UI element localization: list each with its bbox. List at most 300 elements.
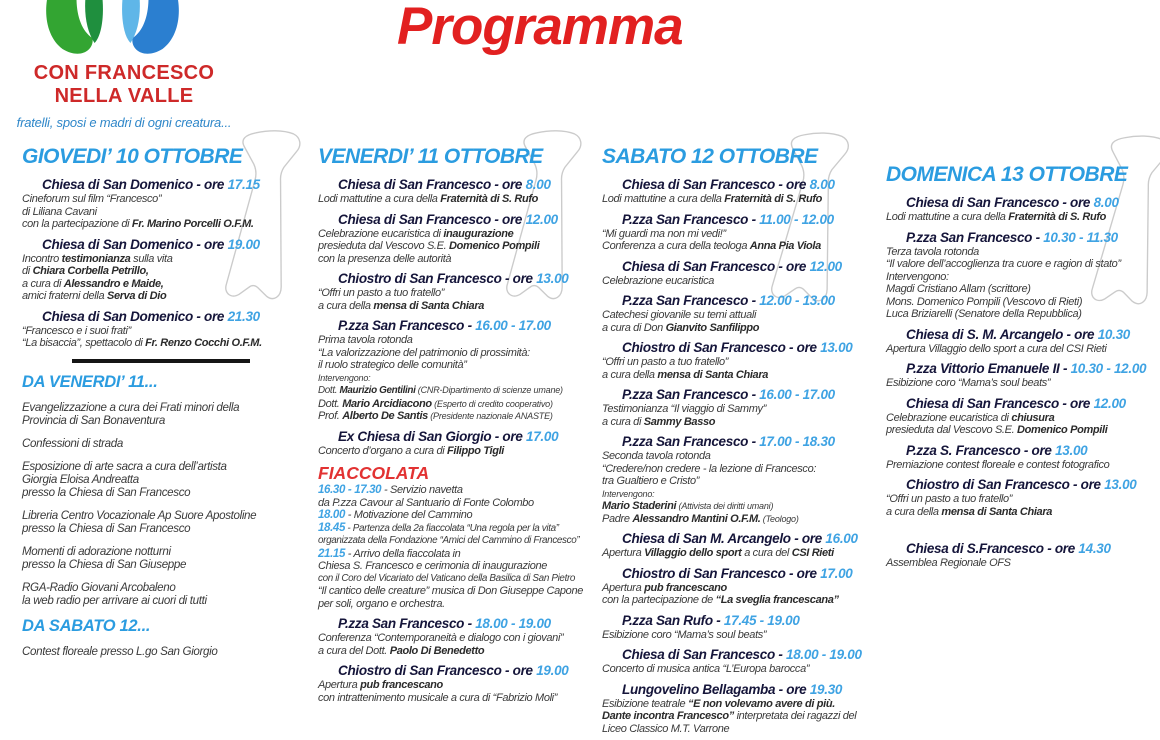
text-seg: Conferenza “Contemporaneità e dialogo con i giovani”: [318, 632, 564, 644]
info-line: presso la Chiesa di San Giuseppe: [22, 557, 187, 571]
event-time: 8.00: [809, 177, 835, 192]
event-line: [318, 253, 604, 266]
text-seg: “Francesco e i suoi frati”: [22, 324, 131, 337]
event-venue-name: Chiesa di San Francesco - ore: [906, 395, 1094, 411]
event-line: [602, 698, 884, 711]
event-line: [602, 356, 884, 369]
event-line: [886, 258, 1158, 271]
text-seg: “Il cantico delle creature” musica di Don Giuseppe Capone: [318, 585, 583, 597]
text-seg: Lodi mattutine a cura della: [318, 193, 441, 205]
text-seg: Apertura: [318, 679, 361, 691]
event-line: [602, 488, 884, 501]
bold-seg: pub francescano: [644, 581, 727, 594]
event-time: 12.00: [809, 258, 842, 274]
info-group: [22, 581, 314, 607]
event-venue: [42, 236, 314, 253]
event-line: [318, 384, 604, 398]
text-seg: tra Gualtiero e Cristo”: [602, 475, 700, 487]
day-column-3: [602, 145, 884, 740]
text-seg: Dott.: [318, 397, 343, 410]
text-seg: “La bisaccia”, spettacolo di: [22, 337, 146, 349]
text-seg: - Servizio navetta: [381, 484, 463, 496]
event-line: [602, 403, 884, 416]
logo-title-line1: CON FRANCESCO: [33, 62, 215, 84]
day-column-4: [886, 163, 1158, 575]
event-time: 10.30 - 12.00: [1070, 361, 1147, 376]
event: [602, 530, 884, 560]
info-line: presso la Chiesa di San Francesco: [22, 485, 191, 499]
event-line: [318, 535, 604, 548]
text-seg: amici fraterni della: [22, 290, 107, 302]
event-venue: [622, 258, 884, 275]
event: [602, 646, 884, 676]
text-seg: a cura di: [22, 277, 64, 290]
bold-seg: Alberto De Santis: [342, 410, 428, 422]
bold-seg: Chiara Corbella Petrillo,: [32, 265, 149, 277]
text-seg: Seconda tavola rotonda: [602, 450, 711, 462]
event-venue: [338, 211, 604, 228]
event-line: [318, 410, 604, 423]
event-line: [318, 372, 604, 385]
text-seg: Catechesi giovanile su temi attuali: [602, 309, 757, 321]
event-venue-name: Chiesa di San Francesco - ore: [622, 177, 810, 192]
event-venue: [906, 326, 1158, 343]
event-line: [318, 334, 604, 347]
text-seg: Luca Briziarelli (Senatore della Repubblica): [886, 308, 1082, 320]
event-line: [886, 296, 1158, 309]
event-venue-name: Chiostro di San Francesco - ore: [906, 477, 1105, 492]
event-time: 13.00: [820, 340, 853, 355]
text-seg: Apertura: [602, 547, 645, 559]
event: [886, 476, 1158, 518]
small-seg: (Attivista dei diritti umani): [676, 501, 774, 511]
side-section: [22, 617, 314, 658]
event: [318, 428, 604, 458]
event-venue: [906, 194, 1158, 211]
text-seg: a cura di Don: [602, 321, 666, 334]
divider: [72, 359, 250, 363]
text-seg: Premiazione contest floreale e contest fotografico: [886, 458, 1110, 471]
event-line: [886, 424, 1158, 437]
event-venue-name: P.zza Vittorio Emanuele II -: [906, 361, 1071, 376]
event-venue: [622, 565, 884, 582]
event-venue: [906, 540, 1158, 557]
event: [602, 176, 884, 206]
event-line: [318, 548, 604, 561]
event-venue-name: P.zza San Francesco -: [338, 616, 476, 631]
text-seg: il ruolo strategico delle comunità”: [318, 359, 467, 371]
event-line: [318, 573, 604, 586]
event: [886, 194, 1158, 224]
event-line: [886, 211, 1158, 224]
event-line: [22, 290, 314, 303]
event-venue: [42, 308, 314, 325]
small-seg: (Presidente nazionale ANASTE): [427, 411, 553, 421]
event-line: [602, 228, 884, 241]
event-line: [318, 484, 604, 497]
event-line: [318, 560, 604, 573]
event-time: 13.00: [1104, 477, 1137, 492]
event-venue: [622, 681, 884, 698]
event-time: 18.00 - 19.00: [786, 647, 862, 662]
day-column-2: [318, 145, 604, 709]
text-seg: Lodi mattutine a cura della: [602, 193, 725, 205]
event-time: 17.45 - 19.00: [723, 612, 800, 628]
text-seg: Apertura Villaggio dello sport a cura del CSI Rieti: [886, 342, 1107, 355]
event-line: [318, 300, 604, 313]
bold-seg: Fr. Marino Porcelli O.F.M.: [131, 218, 254, 230]
time-seg: 18.45: [318, 521, 346, 534]
event-line: [602, 594, 884, 607]
event: [602, 258, 884, 288]
text-seg: con il Coro del Vicariato del Vaticano della Basilica di San Pietro: [318, 572, 576, 584]
event-line: [602, 309, 884, 322]
page-title: Programma: [397, 0, 683, 56]
text-seg: Magdi Cristiano Allam (scrittore): [886, 283, 1031, 295]
time-seg: 16.30 - 17.30: [318, 484, 382, 496]
event: [886, 326, 1158, 356]
event-venue-name: P.zza San Francesco -: [622, 434, 760, 449]
event-venue-name: Chiesa di San Domenico - ore: [42, 177, 228, 192]
event-line: [602, 240, 884, 253]
event-venue: [906, 442, 1158, 459]
event-venue-name: Chiesa di San Francesco - ore: [338, 211, 526, 227]
event: [318, 211, 604, 266]
event-time: 16.00 - 17.00: [759, 387, 835, 402]
event-time: 17.15: [227, 177, 260, 192]
event-line: [602, 513, 884, 526]
text-seg: “Offri un pasto a tuo fratello”: [602, 356, 729, 368]
text-seg: “Credere/non credere - la lezione di Francesco:: [602, 462, 817, 475]
event-venue: [622, 339, 884, 356]
event-line: [886, 343, 1158, 356]
event: [318, 270, 604, 312]
event-venue-name: Chiesa di S.Francesco - ore: [906, 541, 1079, 556]
info-group: [22, 545, 314, 571]
event-line: [602, 629, 884, 642]
bold-seg: Villaggio dello sport: [644, 547, 742, 559]
event-venue: [338, 615, 604, 632]
small-seg: (Teologo): [760, 513, 799, 524]
event-line: [22, 193, 314, 206]
event-line: [886, 283, 1158, 296]
event-venue: [906, 395, 1158, 412]
text-seg: Conferenza a cura della teologa: [602, 240, 750, 252]
event-time: 19.00: [536, 663, 569, 678]
text-seg: “Offri un pasto a tuo fratello”: [886, 493, 1013, 505]
event-line: [318, 398, 604, 411]
event: [886, 360, 1158, 390]
event-time: 18.00 - 19.00: [475, 616, 551, 631]
event-venue: [338, 428, 604, 445]
time-seg: 21.15: [318, 547, 346, 560]
text-seg: a cura della: [318, 299, 374, 312]
bold-seg: Dante incontra Francesco”: [602, 710, 734, 722]
text-seg: interpretata dei ragazzi del: [733, 710, 857, 722]
event-line: [602, 322, 884, 335]
event-line: [22, 278, 314, 291]
bold-seg: mensa di Santa Chiara: [657, 368, 769, 381]
small-seg: Intervengono:: [318, 372, 371, 383]
text-seg: con intrattenimento musicale a cura di “Fabrizio Moli”: [318, 691, 558, 704]
bold-seg: “La sveglia francescana”: [715, 594, 839, 606]
event: [602, 612, 884, 642]
logo-tagline: fratelli, sposi e madri di ogni creatura...: [16, 115, 232, 130]
bold-seg: Alessandro Mantini O.F.M.: [632, 512, 761, 525]
text-seg: Padre: [602, 512, 633, 525]
day-header: SABATO 12 OTTOBRE: [602, 145, 818, 168]
text-seg: Concerto d’organo a cura di: [318, 444, 448, 457]
event-time: 10.30: [1097, 326, 1130, 342]
event-line: [886, 557, 1158, 570]
event-venue-name: Chiesa di San M. Arcangelo - ore: [622, 531, 826, 546]
section-header: DA VENERDI’ 11...: [22, 372, 158, 391]
event-line: [318, 598, 604, 611]
event-venue-name: Chiesa di San Domenico - ore: [42, 308, 228, 324]
text-seg: per soli, organo e orchestra.: [318, 597, 445, 610]
text-seg: a cura di: [602, 415, 644, 428]
info-group: [22, 645, 314, 658]
text-seg: “La valorizzazione del patrimonio di prossimità:: [318, 346, 530, 359]
event-venue-name: P.zza San Francesco -: [622, 211, 760, 227]
event-time: 14.30: [1078, 541, 1111, 556]
event-line: [602, 193, 884, 206]
bold-seg: Alessandro e Maide,: [63, 277, 164, 290]
event-venue-name: FIACCOLATA: [318, 463, 430, 483]
text-seg: Celebrazione eucaristica: [602, 274, 715, 287]
event-time: 12.00 - 13.00: [759, 293, 835, 308]
event-venue-name: P.zza San Francesco -: [622, 293, 760, 308]
section-header: DA SABATO 12...: [22, 616, 151, 635]
bold-seg: mensa di Santa Chiara: [373, 299, 485, 312]
info-line: Esposizione di arte sacra a cura dell’artista: [22, 459, 227, 473]
event-time: 19.30: [809, 681, 843, 697]
event-venue: [622, 530, 884, 547]
event-line: [886, 493, 1158, 506]
event-venue-name: Chiesa di San Francesco - ore: [622, 258, 810, 274]
bold-seg: Fr. Renzo Cocchi O.F.M.: [145, 337, 262, 349]
info-line: Confessioni di strada: [22, 436, 123, 450]
text-seg: Celebrazione eucaristica di: [318, 227, 444, 240]
small-seg: Intervengono:: [602, 488, 655, 499]
day-header: GIOVEDI’ 10 OTTOBRE: [22, 145, 243, 168]
event-line: [886, 459, 1158, 472]
event-line: [318, 359, 604, 372]
text-seg: organizzata della Fondazione “Amici del Cammino di Francesco”: [318, 535, 580, 546]
event: [602, 211, 884, 253]
small-seg: (CNR-Dipartimento di scienze umane): [415, 385, 563, 395]
event: [318, 615, 604, 657]
bold-seg: Maurizio Gentilini: [339, 385, 416, 396]
event-line: [318, 679, 604, 692]
info-group: [22, 437, 314, 450]
event: [602, 292, 884, 334]
event-line: [886, 308, 1158, 321]
event-line: [22, 337, 314, 350]
bold-seg: Gianvito Sanfilippo: [665, 321, 760, 334]
event-venue-name: Chiostro di San Francesco - ore: [338, 271, 537, 286]
event-time: 16.00 - 17.00: [475, 318, 551, 333]
small-seg: (Esperto di credito cooperativo): [431, 398, 553, 409]
text-seg: Concerto di musica antica “L’Europa barocca”: [602, 663, 810, 675]
event-line: [22, 218, 314, 231]
text-seg: - Arrivo della fiaccolata in: [345, 547, 461, 560]
event-venue-name: P.zza San Francesco -: [338, 318, 476, 333]
event-venue-name: Chiostro di San Francesco - ore: [622, 565, 821, 581]
text-seg: Intervengono:: [886, 270, 949, 283]
text-seg: Celebrazione eucaristica di: [886, 411, 1012, 424]
event: [886, 229, 1158, 321]
event-time: 8.00: [525, 177, 551, 192]
event-time: 17.00 - 18.30: [759, 434, 835, 449]
info-line: Libreria Centro Vocazionale Ap Suore Apostoline: [22, 508, 257, 522]
event: [318, 662, 604, 704]
event-line: [886, 412, 1158, 425]
text-seg: Incontro: [22, 252, 62, 265]
event-line: [318, 632, 604, 645]
event-line: [602, 275, 884, 288]
text-seg: Dott.: [318, 385, 340, 396]
text-seg: Terza tavola rotonda: [886, 245, 979, 258]
info-line: presso la Chiesa di San Francesco: [22, 521, 191, 535]
event-venue: [622, 176, 884, 193]
bold-seg: Serva di Dio: [106, 290, 167, 302]
event: [602, 433, 884, 525]
event: [318, 462, 604, 610]
logo-title-line2: NELLA VALLE: [54, 85, 194, 107]
event-venue: [622, 292, 884, 309]
event-venue: [338, 176, 604, 193]
text-seg: di: [22, 265, 33, 277]
text-seg: Prima tavola rotonda: [318, 334, 413, 346]
event: [318, 317, 604, 423]
event-venue: [42, 176, 314, 193]
text-seg: Lodi mattutine a cura della: [886, 211, 1009, 223]
event-time: 16.00: [825, 531, 858, 546]
text-seg: Esibizione coro “Mama’s soul beats”: [602, 628, 767, 641]
text-seg: Assemblea Regionale OFS: [886, 557, 1011, 569]
text-seg: di Liliana Cavani: [22, 205, 97, 218]
text-seg: a cura della: [602, 368, 658, 381]
event-venue: [906, 229, 1158, 246]
event-line: [22, 265, 314, 278]
event-time: 11.00 - 12.00: [759, 211, 834, 227]
event-line: [318, 497, 604, 510]
event-venue: [622, 386, 884, 403]
event: [22, 236, 314, 303]
event-time: 13.00: [1055, 442, 1088, 458]
event-line: [602, 369, 884, 382]
text-seg: Liceo Classico M.T. Varrone: [602, 722, 730, 735]
event-line: [22, 325, 314, 338]
event-line: [602, 547, 884, 560]
event-line: [602, 663, 884, 676]
text-seg: a cura del: [741, 547, 792, 559]
bold-seg: Sammy Basso: [643, 415, 716, 428]
text-seg: Chiesa S. Francesco e cerimonia di inaugurazione: [318, 560, 547, 572]
event-time: 21.30: [227, 308, 260, 324]
event-venue-name: Chiesa di S. M. Arcangelo - ore: [906, 326, 1098, 342]
event-time: 12.00: [525, 211, 558, 227]
event: [602, 681, 884, 736]
event-line: [22, 206, 314, 219]
event-time: 17.00: [526, 428, 559, 444]
bold-seg: testimonianza: [61, 252, 131, 265]
text-seg: Esibizione teatrale: [602, 697, 688, 710]
info-line: Momenti di adorazione notturni: [22, 544, 171, 558]
text-seg: Esibizione coro “Mama’s soul beats”: [886, 377, 1051, 389]
day-column-1: [22, 145, 314, 668]
text-seg: a cura del Dott.: [318, 644, 390, 657]
event-time: 17.00: [820, 565, 853, 581]
text-seg: Mons. Domenico Pompili (Vescovo di Rieti): [886, 295, 1083, 308]
event-line: [318, 585, 604, 598]
event-line: [318, 445, 604, 458]
event-line: [602, 450, 884, 463]
event-line: [318, 645, 604, 658]
event-venue: [622, 211, 884, 228]
text-seg: Testimonianza “Il viaggio di Sammy”: [602, 403, 767, 415]
event-line: [602, 710, 884, 723]
event-venue-name: P.zza S. Francesco - ore: [906, 442, 1056, 458]
text-seg: “Offri un pasto a tuo fratello”: [318, 287, 445, 299]
event-venue: [318, 462, 604, 484]
event: [602, 565, 884, 607]
bold-seg: chiusura: [1011, 411, 1055, 424]
event-venue: [906, 476, 1158, 493]
event-time: 8.00: [1093, 195, 1119, 210]
bold-seg: “E non volevamo avere di più.: [687, 697, 835, 710]
text-seg: da P.zza Cavour al Santuario di Fonte Colombo: [318, 496, 534, 509]
event: [602, 339, 884, 381]
event-time: 13.00: [536, 271, 569, 286]
event-venue-name: P.zza San Francesco -: [906, 229, 1044, 245]
bold-seg: Filippo Tigli: [447, 444, 504, 457]
event-line: [318, 509, 604, 522]
event-time: 19.00: [227, 236, 260, 252]
text-seg: con la partecipazione de: [602, 594, 716, 606]
bold-seg: CSI Rieti: [791, 547, 834, 559]
info-line: RGA-Radio Giovani Arcobaleno: [22, 580, 176, 594]
info-line: Contest floreale presso L.go San Giorgio: [22, 644, 218, 658]
event-line: [318, 522, 604, 536]
info-line: Giorgia Eloisa Andreatta: [22, 472, 139, 486]
event-line: [602, 582, 884, 595]
info-line: Evangelizzazione a cura dei Frati minori della: [22, 400, 240, 414]
event-venue: [622, 646, 884, 663]
event-line: [318, 347, 604, 360]
bold-seg: mensa di Santa Chiara: [941, 505, 1053, 518]
event-line: [886, 271, 1158, 284]
event-venue-name: Chiesa di San Francesco - ore: [906, 195, 1094, 210]
event: [886, 540, 1158, 570]
bold-seg: inaugurazione: [443, 227, 514, 240]
event-line: [602, 416, 884, 429]
event-venue: [622, 433, 884, 450]
event-line: [22, 253, 314, 266]
event-line: [318, 228, 604, 241]
bold-seg: Paolo Di Benedetto: [389, 644, 485, 657]
info-group: [22, 509, 314, 535]
event-line: [886, 246, 1158, 259]
logo: [10, 62, 238, 130]
time-seg: 18.00: [318, 509, 346, 521]
event-venue: [338, 270, 604, 287]
bold-seg: Domenico Pompili: [449, 240, 540, 252]
bold-seg: Fraternità di S. Rufo: [724, 193, 823, 205]
event: [318, 176, 604, 206]
event: [602, 386, 884, 428]
